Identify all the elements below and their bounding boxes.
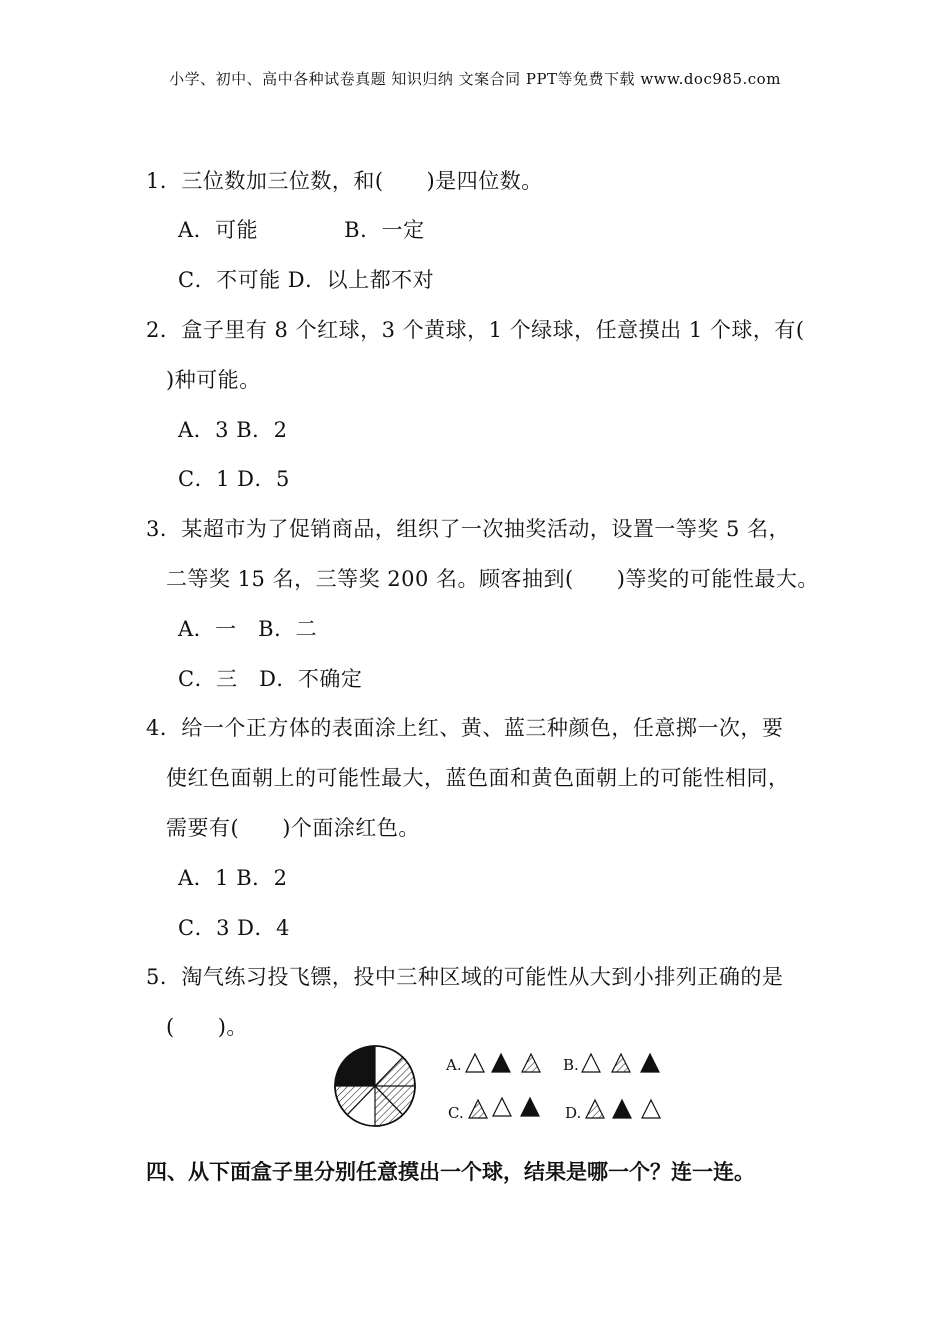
question-3-options-cd: C．三 D．不确定 [178,667,363,691]
question-3-continued: 二等奖 15 名，三等奖 200 名。顾客抽到( )等奖的可能性最大。 [166,567,819,591]
question-2-continued: )种可能。 [166,368,261,392]
question-5: 5．淘气练习投飞镖，投中三种区域的可能性从大到小排列正确的是 [146,965,784,989]
question-4: 4．给一个正方体的表面涂上红、黄、蓝三种颜色，任意掷一次，要 [146,716,784,740]
choice-a-label: A. [446,1056,462,1074]
question-4-options-cd: C．3 D．4 [178,916,290,940]
choice-d-label: D. [565,1104,582,1122]
section-heading: 四、从下面盒子里分别任意摸出一个球，结果是哪一个？连一连。 [146,1159,755,1184]
question-3-options-ab: A．一 B．二 [178,617,318,641]
dartboard-figure-svg [330,1040,670,1132]
question-1-options-cd: C．不可能 D．以上都不对 [178,268,435,292]
question-2: 2．盒子里有 8 个红球，3 个黄球，1 个绿球，任意摸出 1 个球，有( [146,318,805,342]
question-4-continued-2: 需要有( )个面涂红色。 [166,816,420,840]
dartboard-figure [330,1040,670,1132]
question-4-continued-1: 使红色面朝上的可能性最大，蓝色面和黄色面朝上的可能性相同， [166,766,790,790]
question-4-options-ab: A．1 B．2 [178,866,288,890]
question-3: 3．某超市为了促销商品，组织了一次抽奖活动，设置一等奖 5 名， [146,517,791,541]
question-5-continued: ( )。 [166,1015,248,1039]
choice-a-cones [466,1054,540,1072]
page-header: 小学、初中、高中各种试卷真题 知识归纳 文案合同 PPT等免费下载 www.doc985.com [169,70,781,88]
choice-c-label: C. [448,1104,464,1122]
choice-b-cones [582,1054,659,1072]
question-1-options-ab: A．可能 B．一定 [178,218,425,242]
choice-d-cones [586,1100,660,1118]
choice-c-cones [469,1098,539,1118]
dartboard [335,1046,415,1126]
question-2-options-cd: C．1 D．5 [178,467,290,491]
question-1: 1．三位数加三位数，和( )是四位数。 [146,169,543,193]
choice-b-label: B. [563,1056,579,1074]
question-2-options-ab: A．3 B．2 [178,418,288,442]
